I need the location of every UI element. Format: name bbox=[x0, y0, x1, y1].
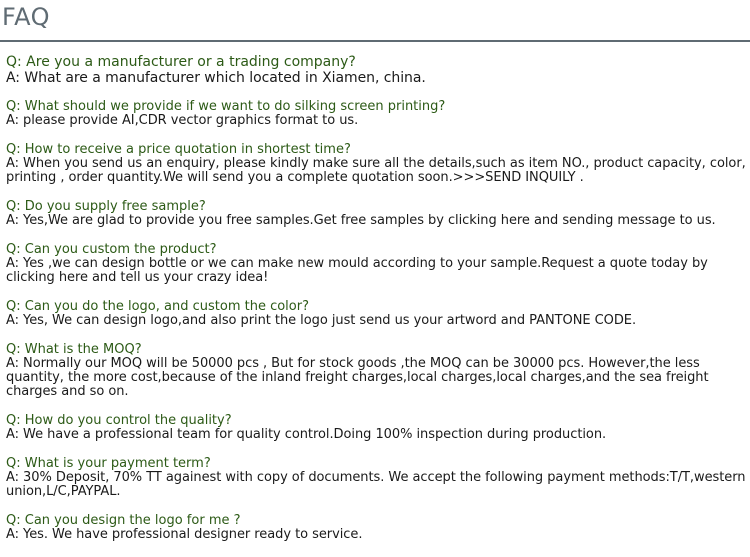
faq-item bbox=[6, 514, 748, 542]
faq-question: Q: Can you do the logo, and custom the color? bbox=[6, 299, 309, 314]
faq-question: Q: How do you control the quality? bbox=[6, 413, 232, 428]
faq-question: Q: Can you custom the product? bbox=[6, 242, 217, 257]
faq-answer: A: Yes ,we can design bottle or we can make new mould according to your sample.Request a quote today by clicking here and tell us your crazy idea! bbox=[6, 256, 708, 285]
faq-answer: A: 30% Deposit, 70% TT againest with copy of documents. We accept the following payment methods:T/T,western union,L/C,PAYPAL. bbox=[6, 470, 746, 499]
faq-item bbox=[6, 143, 748, 185]
faq-question: Q: Are you a manufacturer or a trading company? bbox=[6, 54, 356, 70]
faq-answer: A: When you send us an enquiry, please kindly make sure all the details,such as item NO., product capacity, color, printing , order quantity.We will send you a complete quotation soon.>>>SEND INQUILY . bbox=[6, 156, 746, 185]
faq-question: Q: What is your payment term? bbox=[6, 456, 211, 471]
faq-question: Q: Do you supply free sample? bbox=[6, 199, 206, 214]
faq-question: Q: What should we provide if we want to do silking screen printing? bbox=[6, 99, 446, 114]
faq-answer: A: please provide AI,CDR vector graphics format to us. bbox=[6, 113, 359, 128]
faq-question: Q: Can you design the logo for me ? bbox=[6, 513, 241, 528]
faq-answer: A: Yes. We have professional designer ready to service. bbox=[6, 527, 363, 542]
faq-item bbox=[6, 100, 748, 128]
faq-answer: A: Normally our MOQ will be 50000 pcs , But for stock goods ,the MOQ can be 30000 pcs. However,the less quantity, the more cost,because of the inland freight charges,local charges,local charges,and the sea freight charges and so on. bbox=[6, 356, 709, 399]
faq-item bbox=[6, 414, 748, 442]
faq-answer: A: Yes, We can design logo,and also print the logo just send us your artword and PANTONE CODE. bbox=[6, 313, 637, 328]
faq-item bbox=[6, 54, 748, 86]
faq-question: Q: What is the MOQ? bbox=[6, 342, 142, 357]
faq-answer: A: Yes,We are glad to provide you free samples.Get free samples by clicking here and sending message to us. bbox=[6, 213, 716, 228]
faq-list bbox=[6, 54, 748, 557]
faq-answer: A: We have a professional team for quality control.Doing 100% inspection during production. bbox=[6, 427, 607, 442]
faq-item bbox=[6, 243, 748, 285]
faq-item bbox=[6, 200, 748, 228]
faq-item bbox=[6, 457, 748, 499]
faq-item bbox=[6, 343, 748, 399]
faq-answer: A: What are a manufacturer which located in Xiamen, china. bbox=[6, 70, 426, 86]
faq-item bbox=[6, 300, 748, 328]
faq-header bbox=[0, 0, 750, 42]
page-title: FAQ bbox=[2, 3, 50, 31]
faq-question: Q: How to receive a price quotation in shortest time? bbox=[6, 142, 351, 157]
